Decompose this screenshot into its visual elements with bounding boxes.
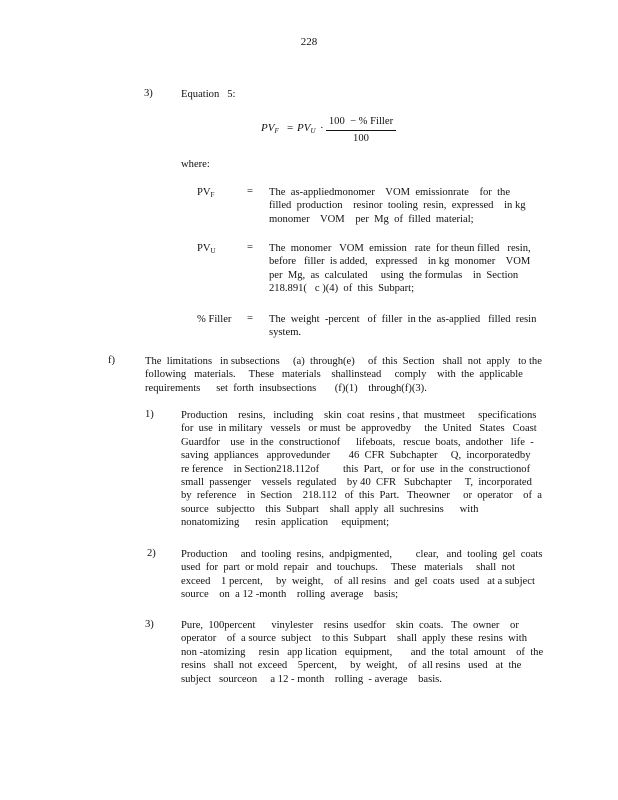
subitem-2-label: 2) xyxy=(147,548,156,559)
subitem-3-text: Pure, 100percent vinylester resins usedfor skin coats. The owner or operator of a source subject to this Subpart shall apply these resins with non -atomizing resin app lication equipment, and the total amount of the resins shall not exceed 5percent, by weight, of all resins used at the subject sourceon a 12 - month rolling - average basis. xyxy=(181,620,544,685)
definition-equals: = xyxy=(247,186,253,197)
item-3-label: 3) xyxy=(144,88,153,99)
definition-term: $PV_U$ xyxy=(197,243,216,255)
equation-times: · xyxy=(320,122,324,134)
definition-equals: = xyxy=(247,313,253,324)
definition-equals: = xyxy=(247,242,253,253)
equation-lhs-symbol: PV xyxy=(261,122,275,134)
definition-term: $PV_F$ xyxy=(197,187,215,199)
equation-numerator: 100 − % Filler xyxy=(328,116,394,127)
definition-term: % Filler xyxy=(197,314,232,325)
definition-text: The as-appliedmonomer VOM emissionrate for the filled production resinor tooling resin, expressed in kg monomer VOM per Mg of filled material; xyxy=(269,187,526,225)
equation-lhs xyxy=(261,122,279,135)
equation-equals: = xyxy=(287,122,294,134)
item-f-text: The limitations in subsections (a) through(e) of this Section shall not apply to the following materials. These materials shallinstead comply with the applicable requirements set forth insubsections (f)(1) through(f)(3). xyxy=(145,356,542,394)
equation-rhs-symbol: PV xyxy=(297,122,311,134)
item-f-label: f) xyxy=(108,355,116,366)
subitem-2-text: Production and tooling resins, andpigmented, clear, and tooling gel coats used for part or mold repair and touchups. These materials shall not exceed 1 percent, by weight, of all resins and gel coats used at a subject source on a 12 -month rolling average basis; xyxy=(181,549,543,601)
subitem-1-label: 1) xyxy=(145,409,154,420)
page-number: 228 xyxy=(300,36,318,48)
equation-denominator: 100 xyxy=(353,133,369,144)
equation-rhs xyxy=(297,122,316,135)
subitem-1-text: Production resins, including skin coat resins , that mustmeet specifications for use in military vessels or must be approvedby the United States Coast Guardfor use in the constructionof lifeboats, rescue boats, andother life - saving appliances approvedunder 46 CFR Subchapter Q, incorporatedby re ference in Section218.112of this Part, or for use in the constructionof small passenger vessels regulated by 40 CFR Subchapter T, incorporated by reference in Section 218.112 of this Part. Theowner or operator of a source subjectto this Subpart shall apply all suchresins with nonatomizing resin application equipment; xyxy=(181,410,542,529)
fraction-bar xyxy=(326,130,396,131)
subitem-3-label: 3) xyxy=(145,619,154,630)
equation-rhs-subscript: U xyxy=(310,127,316,135)
equation-lhs-subscript: F xyxy=(274,127,279,135)
equation-heading: Equation 5: xyxy=(181,89,236,100)
definition-text: The monomer VOM emission rate for theun filled resin, before filler is added, expressed in kg monomer VOM per Mg, as calculated using the formulas in Section 218.891( c )(4) of this Subpart; xyxy=(269,243,531,295)
where-label: where: xyxy=(181,159,210,170)
definition-text: The weight -percent of filler in the as-applied filled resin system. xyxy=(269,314,537,339)
